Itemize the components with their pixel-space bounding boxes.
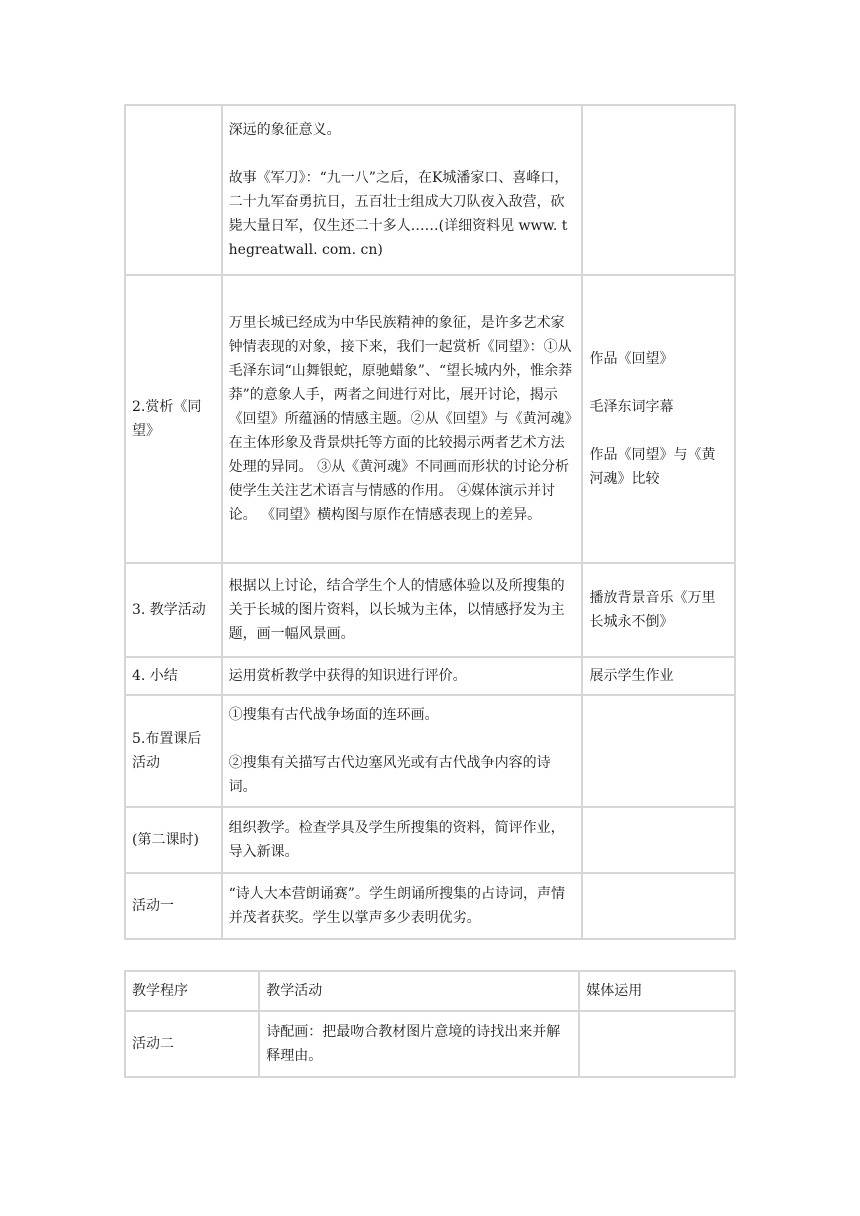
media-cell [582, 807, 735, 873]
procedure-cell: 4. 小结 [125, 657, 222, 695]
media-cell [582, 275, 735, 563]
activity-paragraph: “诗人大本营朗诵赛”。学生朗诵所搜集的占诗词，声情并茂者获奖。学生以掌声多少表明优劣。 [228, 886, 565, 926]
header-activity: 教学活动 [259, 971, 579, 1011]
activity-paragraph: 根据以上讨论，结合学生个人的情感体验以及所搜集的关于长城的图片资料，以长城为主体，以情感抒发为主题，画一幅风景画。 [228, 578, 565, 642]
activity-cell [222, 275, 583, 563]
media-item: 毛泽东词字幕 [589, 399, 674, 415]
table-row [125, 275, 735, 563]
header-media: 媒体运用 [579, 971, 735, 1011]
procedure-cell: 2.赏析《同望》 [125, 275, 222, 563]
lesson-plan-table-2 [124, 970, 736, 1078]
media-cell [582, 563, 735, 657]
media-item: 播放背景音乐《万里长城永不倒》 [589, 590, 716, 630]
table-row [125, 563, 735, 657]
table-row [125, 105, 735, 275]
media-item: 作品《回望》 [589, 351, 674, 367]
activity-cell [222, 807, 583, 873]
activity-paragraph: ①搜集有古代战争场面的连环画。 [228, 707, 439, 723]
procedure-cell [125, 105, 222, 275]
table-row [125, 695, 735, 807]
table-header-row [125, 971, 735, 1011]
table-row [125, 807, 735, 873]
table-row [125, 873, 735, 939]
lesson-plan-table [124, 104, 736, 940]
media-cell [579, 1011, 735, 1077]
header-procedure: 教学程序 [125, 971, 259, 1011]
media-cell [582, 657, 735, 695]
activity-cell [222, 695, 583, 807]
activity-paragraph: 组织教学。检查学具及学生所搜集的资料，简评作业，导入新课。 [228, 820, 565, 860]
activity-paragraph: ②搜集有关描写古代边塞风光或有古代战争内容的诗词。 [228, 755, 551, 795]
activity-paragraph: 故事《军刀》：“九一八”之后，在K城潘家口、喜峰口，二十九军奋勇抗日，五百壮士组成大刀队夜入敌营，砍毙大量日军，仅生还二十多人……(详细资料见 www. thegreatwall. com. cn) [228, 170, 569, 258]
activity-cell [222, 563, 583, 657]
procedure-cell: 活动二 [125, 1011, 259, 1077]
media-item: 作品《同望》与《黄河魂》比较 [589, 447, 716, 487]
activity-paragraph: 万里长城已经成为中华民族精神的象征，是许多艺术家钟情表现的对象，接下来，我们一起赏析《同望》：①从毛泽东词“山舞银蛇，原驰蜡象”、“望长城内外，惟余莽莽”的意象人手，两者之间进行对比，展开讨论，揭示《回望》所蕴涵的情感主题。②从《回望》与《黄河魂》在主体形象及背景烘托等方面的比较揭示两者艺术方法处理的异同。 ③从《黄河魂》不同画而形状的讨论分析使学生关注艺术语言与情感的作用。 ④媒体演示并讨论。 《同望》横构图与原作在情感表现上的差异。 [228, 315, 573, 523]
media-cell [582, 105, 735, 275]
table-row [125, 1011, 735, 1077]
activity-cell [222, 105, 583, 275]
procedure-cell: (第二课时) [125, 807, 222, 873]
procedure-cell: 5.布置课后活动 [125, 695, 222, 807]
activity-cell [222, 873, 583, 939]
activity-cell: 诗配画：把最吻合教材图片意境的诗找出来并解释理由。 [259, 1011, 579, 1077]
procedure-cell: 活动一 [125, 873, 222, 939]
procedure-cell: 3. 教学活动 [125, 563, 222, 657]
activity-paragraph: 运用赏析教学中获得的知识进行评价。 [228, 668, 467, 684]
media-item: 展示学生作业 [589, 668, 674, 684]
activity-paragraph: 深远的象征意义。 [228, 122, 341, 138]
table-row [125, 657, 735, 695]
media-cell [582, 873, 735, 939]
media-cell [582, 695, 735, 807]
activity-cell [222, 657, 583, 695]
